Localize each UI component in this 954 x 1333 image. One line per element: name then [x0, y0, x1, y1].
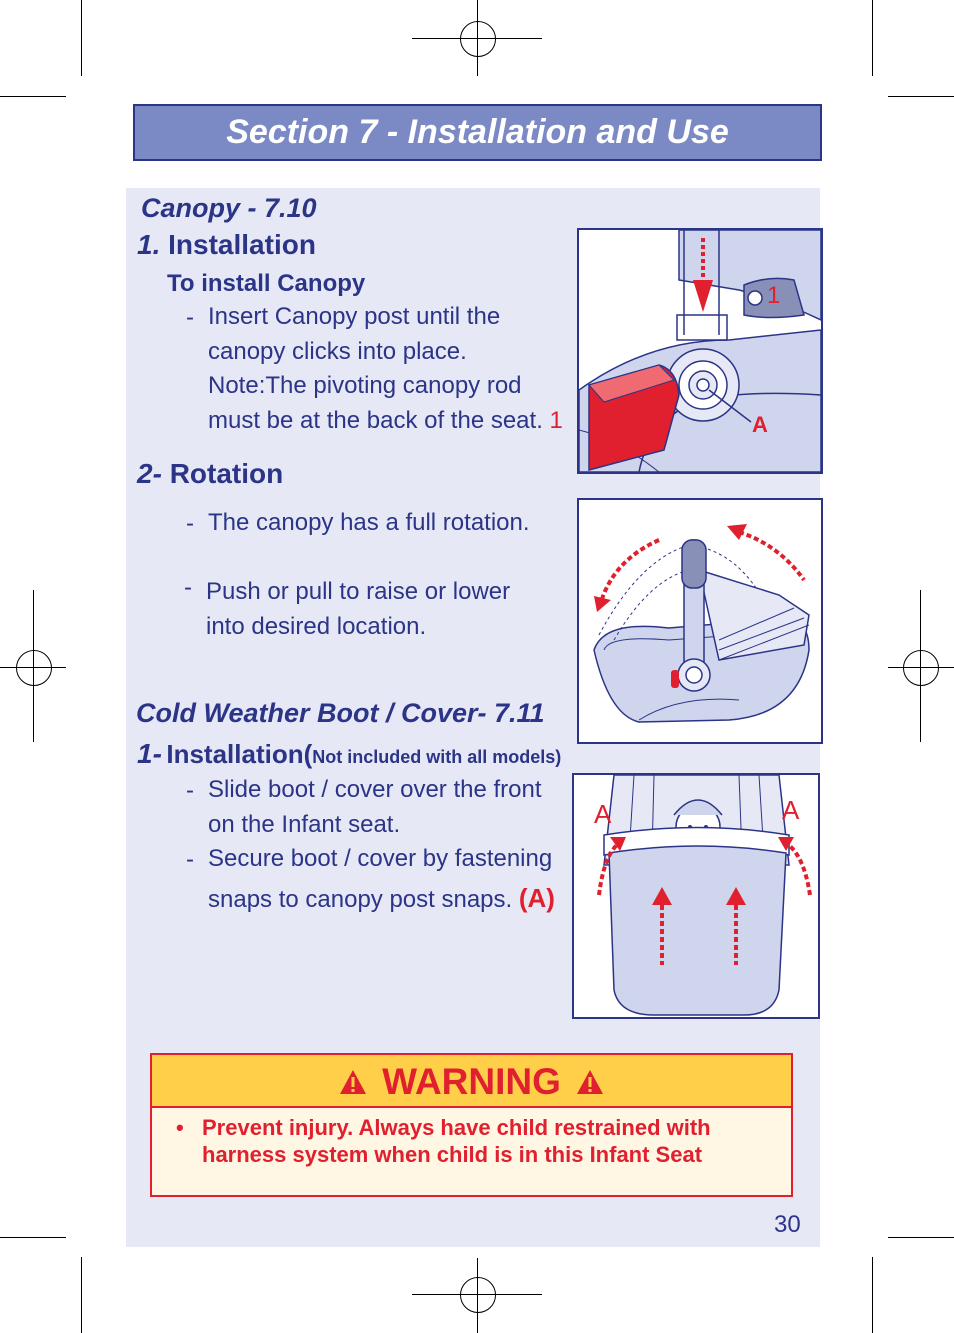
text-line	[208, 881, 580, 918]
callout-a: (A)	[518, 882, 555, 913]
figure-label-a: A	[752, 412, 768, 437]
bullet-dash: -	[186, 846, 194, 873]
boot-item-2	[208, 842, 580, 917]
text-line	[208, 404, 578, 439]
figure-label-a-left: A	[594, 799, 612, 829]
boot-install-number: 1-	[137, 738, 162, 769]
figure-boot-cover	[572, 773, 820, 1019]
canopy-install-number: 1.	[137, 229, 161, 260]
text-line: Secure boot / cover by fastening	[208, 845, 553, 872]
section-title: Section 7 - Installation and Use	[226, 113, 729, 151]
boot-item-1	[208, 773, 568, 842]
text-line: Insert Canopy post until the	[208, 303, 501, 330]
text-line: Slide boot / cover over the front	[208, 776, 542, 803]
boot-install-note: Not included with all models)	[312, 747, 562, 767]
canopy-install-heading	[137, 229, 316, 261]
text-line: Push or pull to raise or lower	[206, 578, 511, 605]
text-line: on the Infant seat.	[208, 810, 401, 838]
warning-header	[152, 1055, 791, 1108]
canopy-install-subtitle: To install Canopy	[167, 270, 366, 297]
canopy-heading: Canopy - 7.10	[141, 193, 317, 223]
warning-triangle-icon	[338, 1068, 368, 1096]
warning-box	[150, 1053, 793, 1197]
boot-install-title: Installation(	[166, 739, 313, 769]
section-header	[133, 104, 822, 161]
canopy-rotation-illustration	[579, 500, 821, 742]
text-line: canopy clicks into place.	[208, 337, 467, 365]
text-line: Note:The pivoting canopy rod	[208, 372, 522, 399]
canopy-install-text	[208, 300, 578, 438]
bullet-dash: -	[184, 574, 192, 601]
rotation-item-1: The canopy has a full rotation.	[208, 509, 530, 536]
rotation-title: Rotation	[169, 458, 284, 489]
rotation-item-2	[206, 575, 566, 644]
callout-1: 1	[549, 406, 563, 434]
rotation-number: 2-	[137, 458, 162, 489]
figure-canopy-rotation	[577, 498, 823, 744]
text-line-last: must be at the back of the seat.	[208, 406, 543, 434]
rotation-heading	[137, 458, 283, 490]
text-line: into desired location.	[206, 612, 427, 640]
canopy-install-title: Installation	[168, 229, 316, 260]
figure-label-1: 1	[767, 282, 781, 309]
bullet-dash: -	[186, 510, 194, 537]
bullet-dash: -	[186, 777, 194, 804]
boot-heading: Cold Weather Boot / Cover- 7.11	[136, 698, 545, 728]
bullet-dash: -	[186, 304, 194, 331]
warning-bullet: •	[176, 1115, 184, 1140]
text-line-last: snaps to canopy post snaps.	[208, 885, 513, 913]
canopy-post-illustration	[579, 230, 821, 472]
figure-label-a-right: A	[782, 795, 800, 825]
warning-text: Prevent injury. Always have child restrained with harness system when child is in this Infant Seat	[202, 1115, 711, 1167]
boot-install-heading	[137, 738, 561, 770]
page-number: 30	[774, 1211, 801, 1238]
warning-title: WARNING	[382, 1061, 561, 1103]
warning-triangle-icon	[575, 1068, 605, 1096]
figure-canopy-install	[577, 228, 823, 474]
